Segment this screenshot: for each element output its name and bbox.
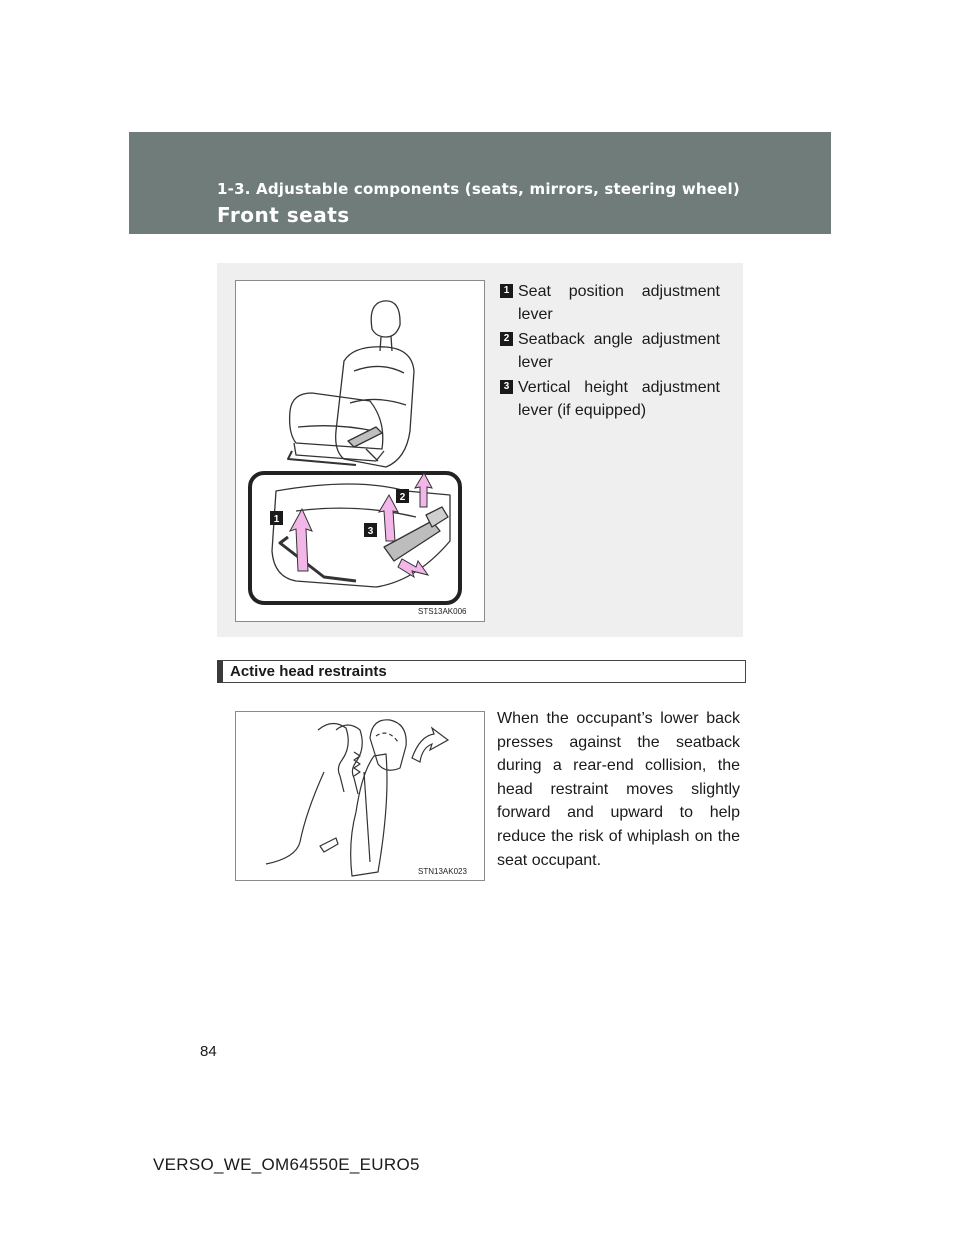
head-restraint-drawing [236,712,484,880]
figure-code: STN13AK023 [418,867,467,876]
number-2-icon: 2 [500,332,513,346]
page-number: 84 [200,1043,217,1060]
callout-2: 2 [399,492,406,503]
callout-1: 1 [273,514,280,525]
subheading-text: Active head restraints [230,663,387,680]
figure-code: STS13AK006 [418,607,467,616]
subheading [217,660,746,683]
number-1-icon: 1 [500,284,513,298]
legend-text: Seatback angle adjustment lever [518,331,720,371]
legend-text: Vertical height adjustment lever (if equipped) [518,379,720,419]
seat-drawing [236,281,484,621]
number-3-icon: 3 [500,380,513,394]
document-footer: VERSO_WE_OM64550E_EURO5 [153,1155,420,1174]
body-paragraph: When the occupant’s lower back presses against the seatback during a rear-end collision, the head restraint moves slightly forward and upward to help reduce the risk of whiplash on the seat occupant. [497,710,740,869]
page-title: Front seats [217,203,350,227]
callout-3: 3 [367,526,374,537]
legend-list [500,280,720,424]
legend-item [500,280,720,326]
legend-text: Seat position adjustment lever [518,283,720,323]
section-header [129,132,831,234]
legend-item [500,328,720,374]
legend-item [500,376,720,422]
section-label: 1-3. Adjustable components (seats, mirrors, steering wheel) [217,180,740,198]
head-restraint-illustration [235,711,485,881]
seat-illustration [235,280,485,622]
